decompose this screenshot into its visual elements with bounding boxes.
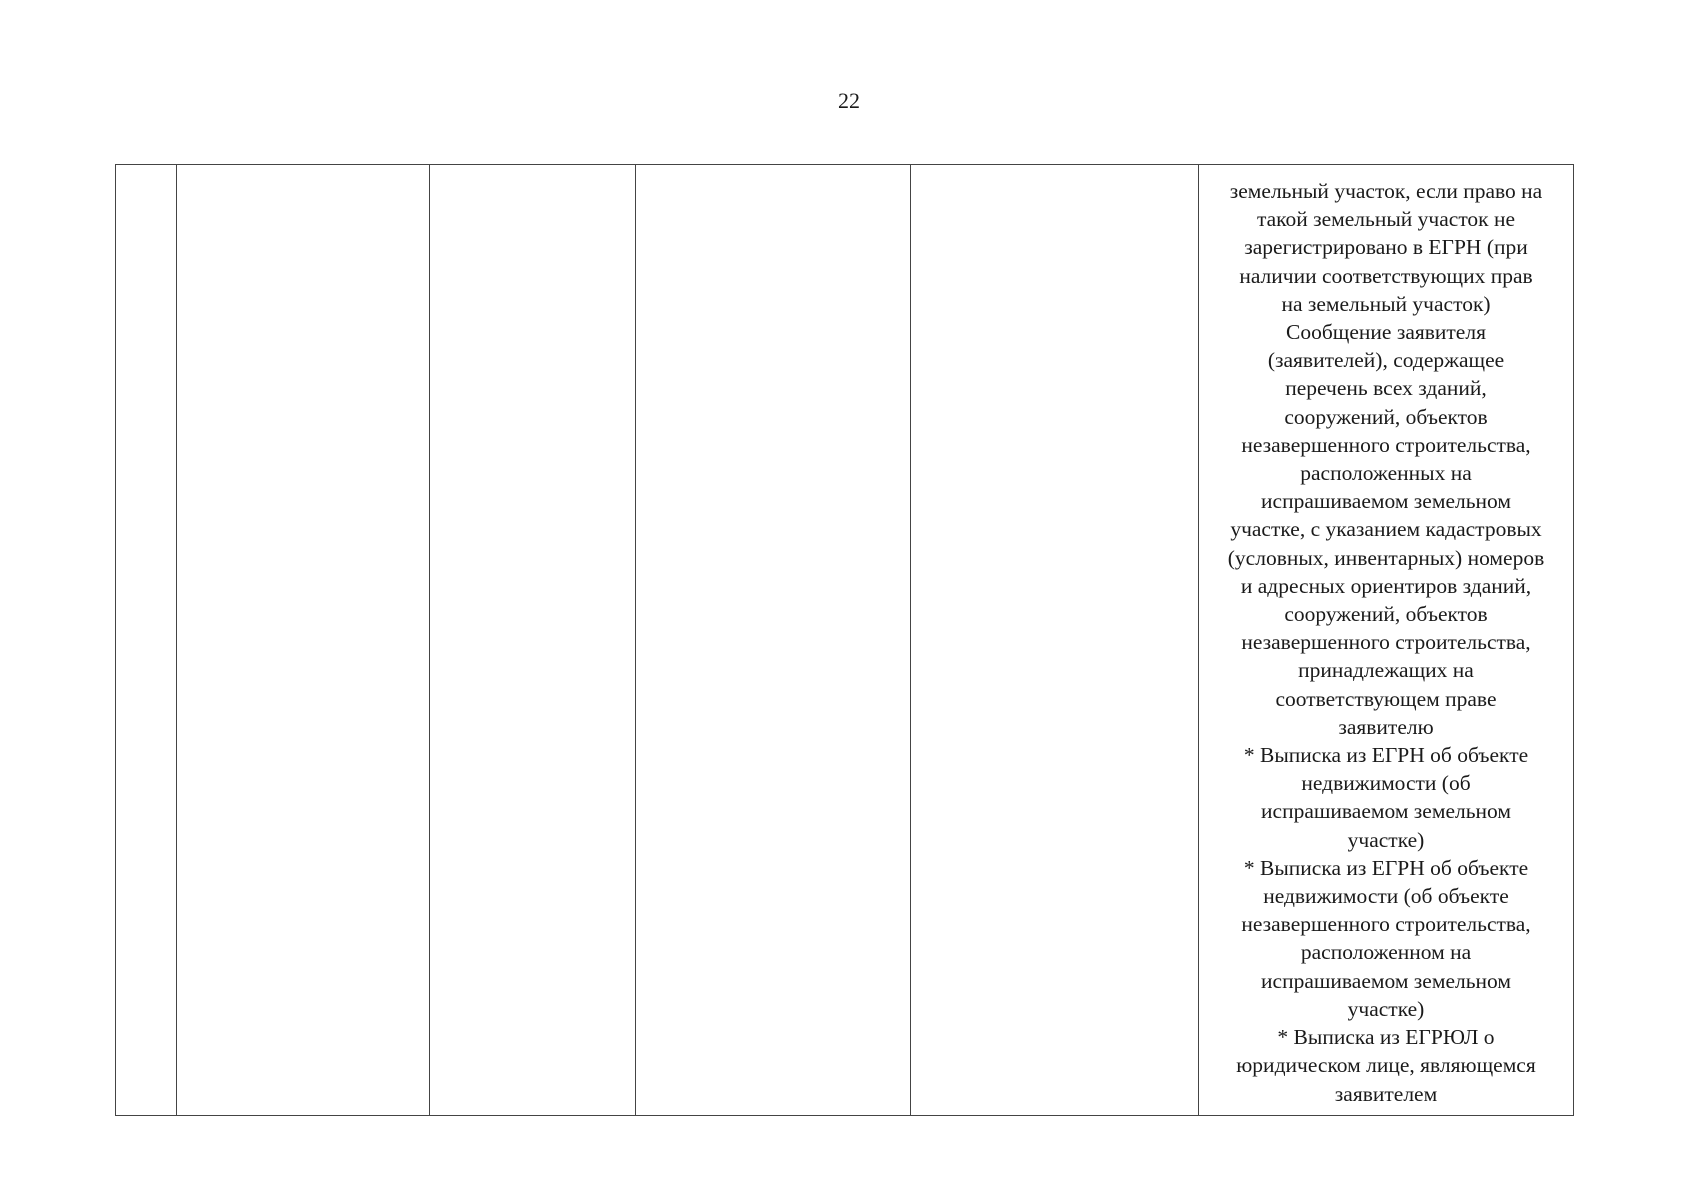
document-text-line: заявителю [1338, 714, 1434, 739]
document-text-line: (заявителей), содержащее [1267, 348, 1505, 373]
document-text-line: расположенном на [1300, 940, 1472, 965]
document-text-line: земельный участок, если право на [1229, 179, 1543, 203]
document-text-line: испрашиваемом земельном [1261, 799, 1511, 824]
document-text-line: принадлежащих на [1298, 658, 1474, 683]
document-text-line: заявителем [1334, 1081, 1438, 1106]
table-row [116, 165, 1574, 1116]
table-cell-5 [911, 165, 1199, 1116]
document-table [115, 164, 1574, 1116]
page-number: 22 [838, 88, 860, 113]
document-text-line: * Выписка из ЕГРН об объекте [1243, 855, 1529, 880]
document-text-line: наличии соответствующих прав [1239, 263, 1533, 288]
document-text-line: * Выписка из ЕГРН об объекте [1243, 743, 1529, 768]
table-cell-documents [1199, 165, 1574, 1116]
document-text-line: зарегистрировано в ЕГРН (при [1244, 235, 1528, 260]
document-text-line: и адресных ориентиров зданий, [1240, 573, 1532, 598]
document-text-line: участке) [1347, 996, 1425, 1021]
document-text-line: незавершенного строительства, [1241, 432, 1531, 457]
document-text-line: Сообщение заявителя [1286, 320, 1486, 345]
document-text-line: перечень всех зданий, [1285, 376, 1487, 401]
document-text-line: недвижимости (об [1301, 771, 1471, 796]
document-text-line: расположенных на [1300, 461, 1472, 486]
document-text-line: (условных, инвентарных) номеров [1227, 545, 1545, 570]
document-text-line: сооружений, объектов [1284, 404, 1488, 429]
document-text-line: участке, с указанием кадастровых [1230, 517, 1542, 542]
table-cell-4 [636, 165, 911, 1116]
document-text-line: * Выписка из ЕГРЮЛ о [1277, 1025, 1495, 1050]
document-text-line: недвижимости (об объекте [1263, 884, 1509, 909]
document-text-line: незавершенного строительства, [1241, 912, 1531, 937]
document-text-line: незавершенного строительства, [1241, 630, 1531, 655]
table-cell-3 [430, 165, 636, 1116]
document-text-line: испрашиваемом земельном [1261, 968, 1511, 993]
document-text-line: сооружений, объектов [1284, 602, 1488, 627]
document-text-line: юридическом лице, являющемся [1236, 1053, 1536, 1078]
table-cell-2 [177, 165, 430, 1116]
document-text-line: испрашиваемом земельном [1261, 489, 1511, 514]
document-text-line: такой земельный участок не [1256, 207, 1516, 232]
document-text-line: соответствующем праве [1275, 686, 1497, 711]
document-text-line: на земельный участок) [1281, 291, 1491, 316]
document-text-line: участке) [1347, 827, 1425, 852]
table-cell-number [116, 165, 177, 1116]
